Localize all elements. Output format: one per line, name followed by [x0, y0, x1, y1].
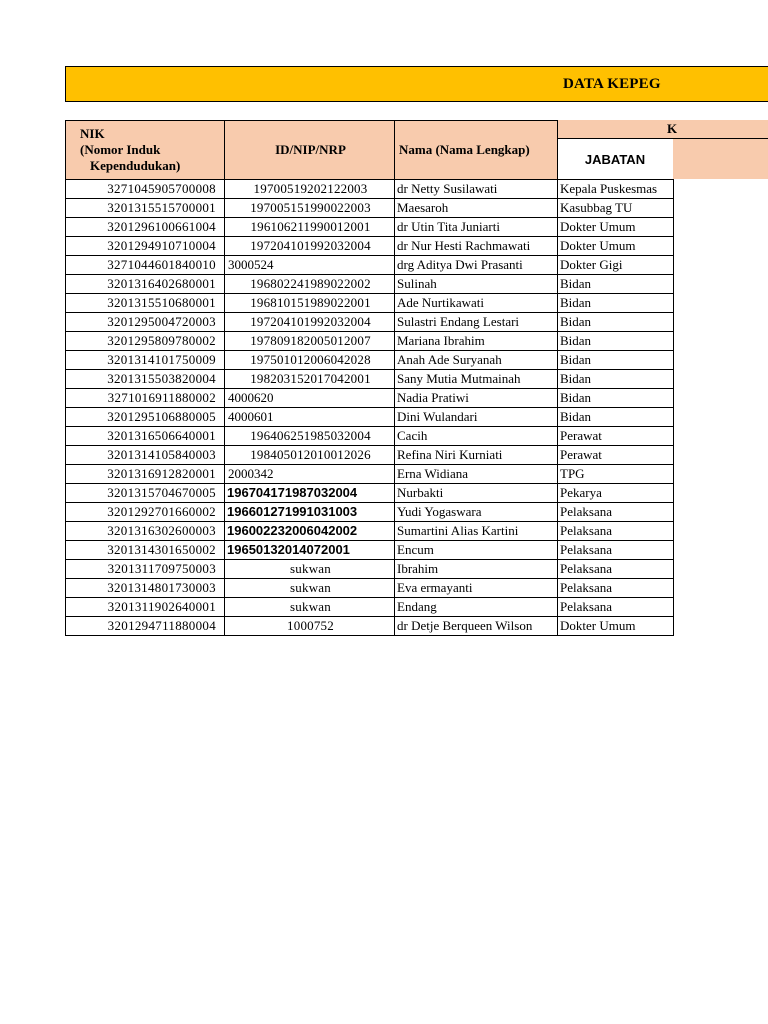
cell-id: 197501012006042028	[225, 351, 395, 370]
cell-nik: 3201295809780002	[66, 332, 225, 351]
table-row	[66, 275, 674, 294]
table-row	[66, 332, 674, 351]
cell-id: 4000601	[225, 408, 395, 427]
cell-nik: 3201316402680001	[66, 275, 225, 294]
cell-jabatan: Pelaksana	[558, 541, 674, 560]
cell-nama: Sumartini Alias Kartini	[395, 522, 558, 541]
cell-id: 4000620	[225, 389, 395, 408]
table-row	[66, 313, 674, 332]
table-row	[66, 446, 674, 465]
table-row	[66, 237, 674, 256]
cell-nik: 3201315515700001	[66, 199, 225, 218]
cell-nik: 3201295106880005	[66, 408, 225, 427]
cell-id: sukwan	[225, 579, 395, 598]
cell-id: 196406251985032004	[225, 427, 395, 446]
cell-nik: 3201294910710004	[66, 237, 225, 256]
cell-nama: Nurbakti	[395, 484, 558, 503]
table-row	[66, 617, 674, 636]
employee-table	[65, 120, 674, 636]
cell-nama: Refina Niri Kurniati	[395, 446, 558, 465]
cell-jabatan: Bidan	[558, 294, 674, 313]
cell-nik: 3201314301650002	[66, 541, 225, 560]
cell-id: 196106211990012001	[225, 218, 395, 237]
cell-nama: Nadia Pratiwi	[395, 389, 558, 408]
cell-jabatan: Bidan	[558, 275, 674, 294]
cell-id: 198405012010012026	[225, 446, 395, 465]
cell-jabatan: Dokter Umum	[558, 237, 674, 256]
cell-nama: Maesaroh	[395, 199, 558, 218]
header-jabatan-spacer	[558, 121, 674, 180]
table-row	[66, 294, 674, 313]
cell-jabatan: Bidan	[558, 351, 674, 370]
cell-jabatan: Bidan	[558, 332, 674, 351]
cell-id: 19650132014072001	[225, 541, 395, 560]
cell-jabatan: Bidan	[558, 313, 674, 332]
cell-id: 196802241989022002	[225, 275, 395, 294]
cell-id: 196601271991031003	[225, 503, 395, 522]
cell-nama: Cacih	[395, 427, 558, 446]
title-bar	[65, 66, 768, 102]
cell-jabatan: Pelaksana	[558, 560, 674, 579]
header-group-fragment: K	[667, 121, 678, 136]
table-row	[66, 560, 674, 579]
table-row	[66, 503, 674, 522]
cell-id: 19700519202122003	[225, 180, 395, 199]
cell-nik: 3201296100661004	[66, 218, 225, 237]
table-row	[66, 541, 674, 560]
cell-jabatan: Perawat	[558, 446, 674, 465]
cell-nik: 3201316912820001	[66, 465, 225, 484]
cell-nama: Anah Ade Suryanah	[395, 351, 558, 370]
cell-nik: 3201314801730003	[66, 579, 225, 598]
cell-id: 197204101992032004	[225, 313, 395, 332]
cell-id: 196002232006042002	[225, 522, 395, 541]
cell-nik: 3201311902640001	[66, 598, 225, 617]
cell-id: sukwan	[225, 598, 395, 617]
cell-jabatan: Pelaksana	[558, 579, 674, 598]
cell-nik: 3201315704670005	[66, 484, 225, 503]
table-row	[66, 199, 674, 218]
cell-id: 196704171987032004	[225, 484, 395, 503]
cell-id: sukwan	[225, 560, 395, 579]
table-row	[66, 351, 674, 370]
cell-nama: dr Utin Tita Juniarti	[395, 218, 558, 237]
table-row	[66, 427, 674, 446]
cell-nama: Mariana Ibrahim	[395, 332, 558, 351]
cell-nik: 3201315503820004	[66, 370, 225, 389]
cell-nik: 3201315510680001	[66, 294, 225, 313]
cell-jabatan: Dokter Umum	[558, 617, 674, 636]
cell-id: 197809182005012007	[225, 332, 395, 351]
cell-jabatan: TPG	[558, 465, 674, 484]
table-row	[66, 579, 674, 598]
table-row	[66, 465, 674, 484]
cell-nik: 3201311709750003	[66, 560, 225, 579]
header-nik	[66, 121, 225, 180]
cell-jabatan: Dokter Umum	[558, 218, 674, 237]
cell-jabatan: Pelaksana	[558, 522, 674, 541]
table-row	[66, 598, 674, 617]
cell-id: 1000752	[225, 617, 395, 636]
cell-jabatan: Pelaksana	[558, 598, 674, 617]
cell-nama: dr Detje Berqueen Wilson	[395, 617, 558, 636]
header-jabatan: JABATAN	[584, 151, 646, 167]
cell-id: 197005151990022003	[225, 199, 395, 218]
cell-nama: Sany Mutia Mutmainah	[395, 370, 558, 389]
header-nama: Nama (Nama Lengkap)	[395, 121, 558, 180]
sheet-title: DATA KEPEG	[563, 76, 661, 92]
cell-nama: Yudi Yogaswara	[395, 503, 558, 522]
cell-nik: 3201292701660002	[66, 503, 225, 522]
cell-nik: 3201314101750009	[66, 351, 225, 370]
cell-nama: dr Nur Hesti Rachmawati	[395, 237, 558, 256]
cell-jabatan: Kepala Puskesmas	[558, 180, 674, 199]
cell-nama: Encum	[395, 541, 558, 560]
cell-jabatan: Perawat	[558, 427, 674, 446]
cell-nama: Ade Nurtikawati	[395, 294, 558, 313]
cell-nama: Endang	[395, 598, 558, 617]
header-nik-sub2: Kependudukan)	[90, 158, 181, 173]
cell-jabatan: Dokter Gigi	[558, 256, 674, 275]
cell-jabatan: Bidan	[558, 389, 674, 408]
cell-jabatan: Bidan	[558, 370, 674, 389]
cell-nik: 3201294711880004	[66, 617, 225, 636]
table-row	[66, 180, 674, 199]
cell-nik: 3271044601840010	[66, 256, 225, 275]
cell-id: 196810151989022001	[225, 294, 395, 313]
cell-nik: 3201295004720003	[66, 313, 225, 332]
cell-id: 3000524	[225, 256, 395, 275]
cell-nama: drg Aditya Dwi Prasanti	[395, 256, 558, 275]
table-row	[66, 484, 674, 503]
cell-nama: Eva ermayanti	[395, 579, 558, 598]
cell-nama: Sulastri Endang Lestari	[395, 313, 558, 332]
cell-nik: 3271045905700008	[66, 180, 225, 199]
cell-nama: Erna Widiana	[395, 465, 558, 484]
cell-jabatan: Kasubbag TU	[558, 199, 674, 218]
cell-nama: Sulinah	[395, 275, 558, 294]
header-overflow-cell	[673, 139, 768, 179]
header-nik-sub: (Nomor Induk	[80, 142, 161, 157]
table-row	[66, 256, 674, 275]
cell-jabatan: Pekarya	[558, 484, 674, 503]
table-row	[66, 370, 674, 389]
cell-nama: dr Netty Susilawati	[395, 180, 558, 199]
cell-id: 2000342	[225, 465, 395, 484]
cell-nik: 3201316302600003	[66, 522, 225, 541]
cell-nik: 3201316506640001	[66, 427, 225, 446]
cell-nik: 3271016911880002	[66, 389, 225, 408]
table-row	[66, 408, 674, 427]
header-id: ID/NIP/NRP	[225, 121, 395, 180]
cell-nama: Ibrahim	[395, 560, 558, 579]
cell-nama: Dini Wulandari	[395, 408, 558, 427]
cell-id: 197204101992032004	[225, 237, 395, 256]
cell-jabatan: Pelaksana	[558, 503, 674, 522]
cell-nik: 3201314105840003	[66, 446, 225, 465]
table-row	[66, 522, 674, 541]
header-nik-label: NIK	[80, 126, 105, 141]
cell-id: 198203152017042001	[225, 370, 395, 389]
cell-jabatan: Bidan	[558, 408, 674, 427]
table-row	[66, 218, 674, 237]
table-row	[66, 389, 674, 408]
